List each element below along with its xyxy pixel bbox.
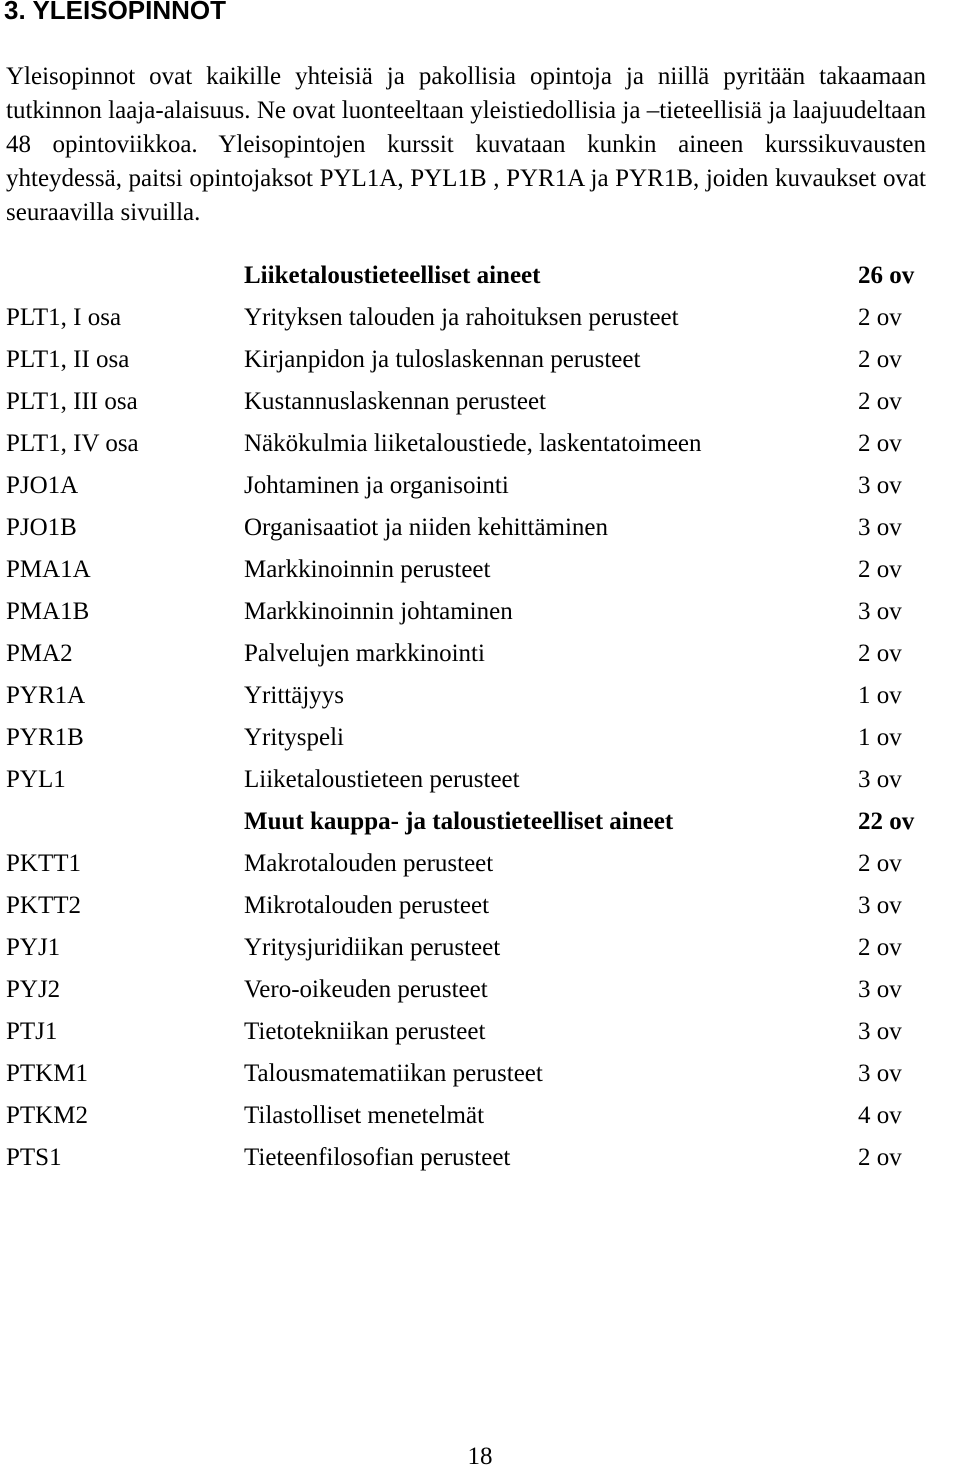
course-name: Näkökulmia liiketaloustiede, laskentatoimeen bbox=[244, 430, 702, 457]
table-row bbox=[0, 423, 960, 465]
group-title: Liiketaloustieteelliset aineet bbox=[244, 262, 541, 289]
course-credits: 2 ov bbox=[858, 304, 902, 331]
course-code: PTKM1 bbox=[6, 1060, 88, 1087]
table-row bbox=[0, 591, 960, 633]
course-credits: 4 ov bbox=[858, 1102, 902, 1129]
course-name: Tietotekniikan perusteet bbox=[244, 1018, 486, 1045]
course-credits: 22 ov bbox=[858, 808, 915, 835]
course-name: Mikrotalouden perusteet bbox=[244, 892, 490, 919]
table-row bbox=[0, 1053, 960, 1095]
course-code: PTKM2 bbox=[6, 1102, 88, 1129]
table-row bbox=[0, 507, 960, 549]
course-code: PTS1 bbox=[6, 1144, 62, 1171]
table-row bbox=[0, 969, 960, 1011]
course-name: Yrityksen talouden ja rahoituksen perusteet bbox=[244, 304, 679, 331]
table-row bbox=[0, 843, 960, 885]
course-code: PKTT1 bbox=[6, 850, 81, 877]
course-credits: 3 ov bbox=[858, 976, 902, 1003]
course-name: Makrotalouden perusteet bbox=[244, 850, 494, 877]
course-credits: 3 ov bbox=[858, 1018, 902, 1045]
course-code: PLT1, IV osa bbox=[6, 430, 139, 457]
course-name: Palvelujen markkinointi bbox=[244, 640, 485, 667]
course-code: PTJ1 bbox=[6, 1018, 58, 1045]
table-row bbox=[0, 297, 960, 339]
course-credits: 2 ov bbox=[858, 346, 902, 373]
table-row bbox=[0, 465, 960, 507]
table-row bbox=[0, 675, 960, 717]
course-credits: 3 ov bbox=[858, 598, 902, 625]
course-credits: 3 ov bbox=[858, 892, 902, 919]
course-credits: 2 ov bbox=[858, 934, 902, 961]
table-group-row bbox=[0, 255, 960, 297]
course-code: PMA2 bbox=[6, 640, 73, 667]
course-code: PLT1, I osa bbox=[6, 304, 122, 331]
course-credits: 1 ov bbox=[858, 682, 902, 709]
table-row bbox=[0, 1137, 960, 1179]
course-name: Yritysjuridiikan perusteet bbox=[244, 934, 501, 961]
course-code: PYL1 bbox=[6, 766, 66, 793]
table-row bbox=[0, 339, 960, 381]
course-name: Talousmatematiikan perusteet bbox=[244, 1060, 543, 1087]
course-name: Markkinoinnin johtaminen bbox=[244, 598, 513, 625]
table-group-row bbox=[0, 801, 960, 843]
course-name: Yrityspeli bbox=[244, 724, 344, 751]
course-code: PLT1, III osa bbox=[6, 388, 138, 415]
course-code: PJO1A bbox=[6, 472, 79, 499]
course-name: Tilastolliset menetelmät bbox=[244, 1102, 485, 1129]
course-name: Liiketaloustieteen perusteet bbox=[244, 766, 520, 793]
page-number: 18 bbox=[467, 1443, 493, 1470]
course-code: PKTT2 bbox=[6, 892, 81, 919]
course-code: PJO1B bbox=[6, 514, 77, 541]
table-row bbox=[0, 1095, 960, 1137]
course-name: Tieteenfilosofian perusteet bbox=[244, 1144, 511, 1171]
section-heading: 3. YLEISOPINNOT bbox=[4, 0, 227, 25]
course-name: Kirjanpidon ja tuloslaskennan perusteet bbox=[244, 346, 641, 373]
table-row bbox=[0, 633, 960, 675]
course-code: PYJ1 bbox=[6, 934, 61, 961]
table-row bbox=[0, 381, 960, 423]
group-title: Muut kauppa- ja taloustieteelliset aineet bbox=[244, 808, 674, 835]
course-code: PYJ2 bbox=[6, 976, 61, 1003]
course-credits: 2 ov bbox=[858, 556, 902, 583]
course-credits: 3 ov bbox=[858, 1060, 902, 1087]
course-credits: 2 ov bbox=[858, 850, 902, 877]
course-code: PLT1, II osa bbox=[6, 346, 130, 373]
table-row bbox=[0, 549, 960, 591]
course-credits: 3 ov bbox=[858, 472, 902, 499]
course-credits: 2 ov bbox=[858, 640, 902, 667]
course-name: Vero-oikeuden perusteet bbox=[244, 976, 488, 1003]
intro-paragraph: Yleisopinnot ovat kaikille yhteisiä ja pakollisia opintoja ja niillä pyritään takaamaan tutkinnon laaja-alaisuus. Ne ovat luonteeltaan yleistiedollisia ja –tieteellisiä ja laajuudeltaan 48 opintoviikkoa. Yleisopintojen kurssit kuvataan kunkin aineen kurssikuvausten yhteydessä, paitsi opintojaksot PYL1A, PYL1B , PYR1A ja PYR1B, joiden kuvaukset ovat seuraavilla sivuilla. bbox=[6, 63, 926, 226]
course-credits: 2 ov bbox=[858, 388, 902, 415]
course-name: Kustannuslaskennan perusteet bbox=[244, 388, 547, 415]
table-row bbox=[0, 885, 960, 927]
table-row bbox=[0, 927, 960, 969]
course-credits: 3 ov bbox=[858, 514, 902, 541]
table-row bbox=[0, 717, 960, 759]
course-credits: 26 ov bbox=[858, 262, 915, 289]
table-row bbox=[0, 759, 960, 801]
course-name: Markkinoinnin perusteet bbox=[244, 556, 491, 583]
course-credits: 1 ov bbox=[858, 724, 902, 751]
table-row bbox=[0, 1011, 960, 1053]
course-credits: 3 ov bbox=[858, 766, 902, 793]
course-credits: 2 ov bbox=[858, 430, 902, 457]
course-name: Yrittäjyys bbox=[244, 682, 344, 709]
course-credits: 2 ov bbox=[858, 1144, 902, 1171]
course-name: Johtaminen ja organisointi bbox=[244, 472, 509, 499]
course-code: PMA1A bbox=[6, 556, 91, 583]
course-code: PMA1B bbox=[6, 598, 90, 625]
course-name: Organisaatiot ja niiden kehittäminen bbox=[244, 514, 609, 541]
course-code: PYR1A bbox=[6, 682, 86, 709]
course-code: PYR1B bbox=[6, 724, 84, 751]
